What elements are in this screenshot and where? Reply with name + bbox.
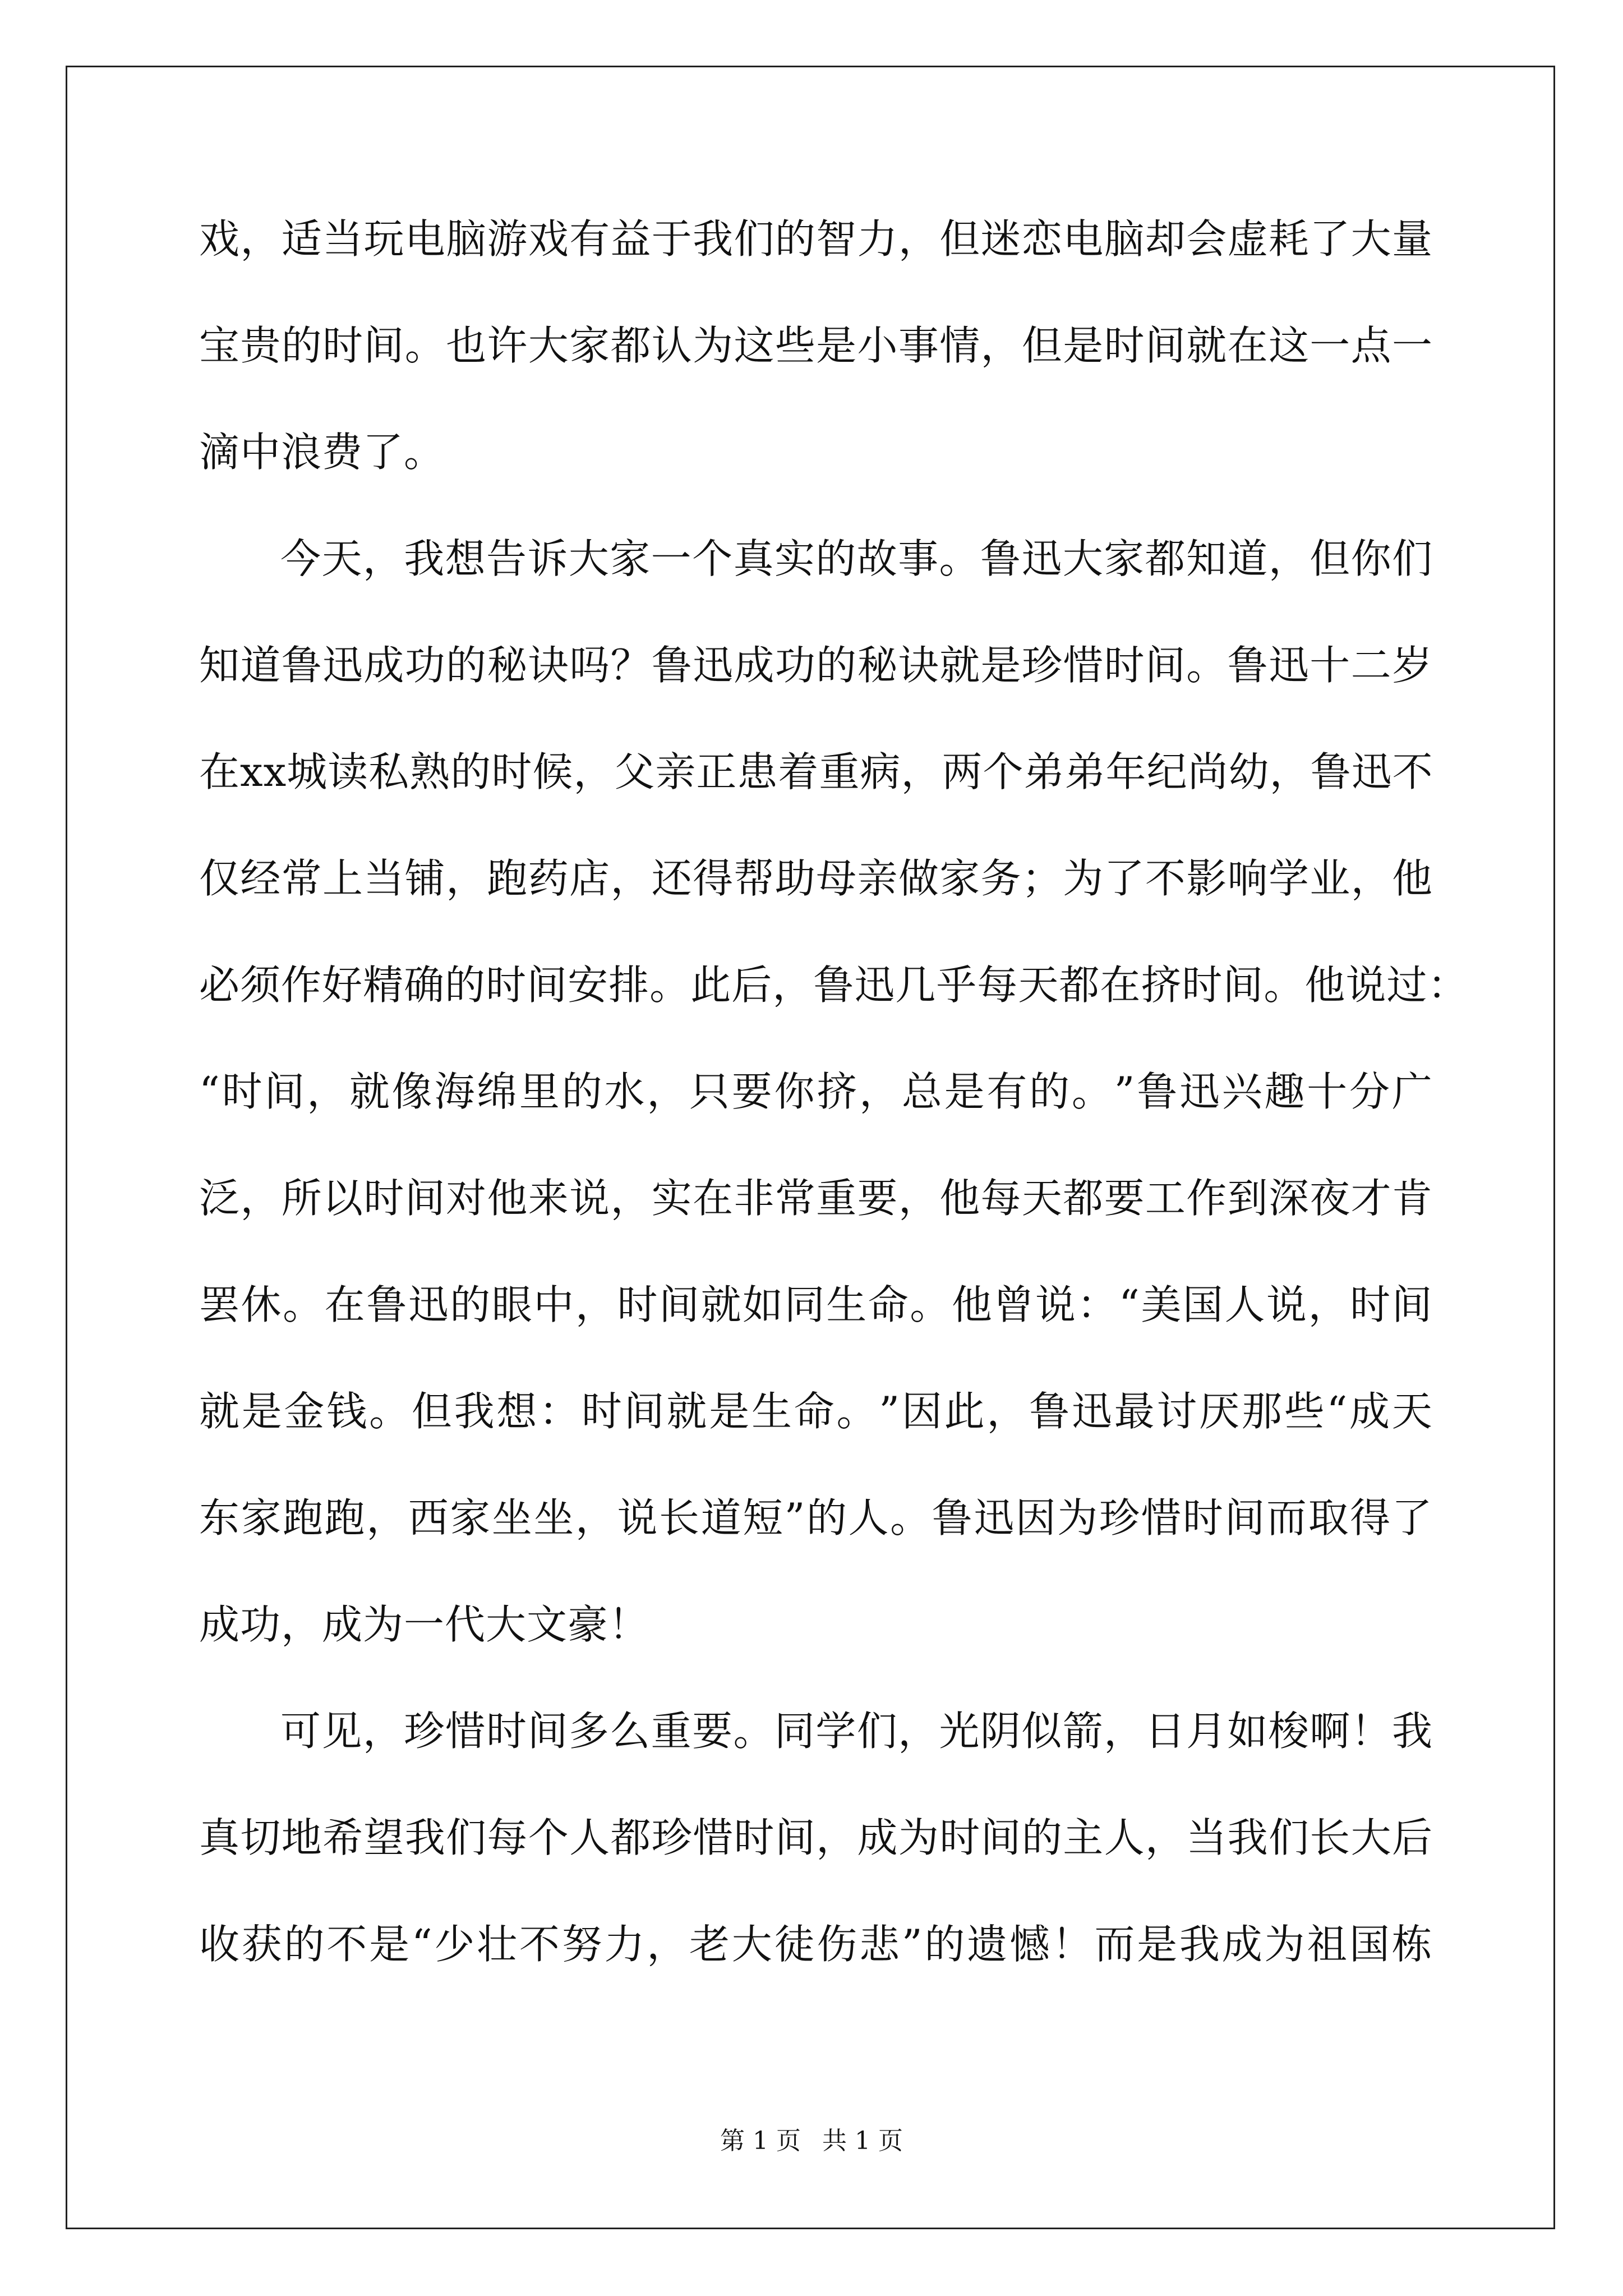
paragraph xyxy=(199,535,1469,1711)
paragraph xyxy=(199,215,1433,539)
text-line: 罢 休 。 在 鲁 迅 的 眼 中 ， 时 间 就 如 同 生 命 。 他 曾 说 ： “ 美 国 人 说 ， 时 间 xyxy=(199,1281,1433,1328)
text-line: 滴中浪费了。 xyxy=(199,429,445,476)
text-line: 泛 ， 所 以 时 间 对 他 来 说 ， 实 在 非 常 重 要 ， 他 每 天 都 要 工 作 到 深 夜 才 肯 xyxy=(199,1175,1433,1222)
text-line: 东 家 跑 跑 ， 西 家 坐 坐 ， 说 长 道 短 ” 的 人 。 鲁 迅 因 为 珍 惜 时 间 而 取 得 了 xyxy=(199,1494,1433,1542)
text-line: 可 见 ， 珍 惜 时 间 多 么 重 要 。 同 学 们 ， 光 阴 似 箭 ， 日 月 如 梭 啊 ！ 我 xyxy=(280,1708,1433,1755)
paragraph xyxy=(199,1708,1433,2031)
text-line: 收 获 的 不 是 “ 少 壮 不 努 力 ， 老 大 徒 伤 悲 ” 的 遗 憾 ！ 而 是 我 成 为 祖 国 栋 xyxy=(199,1921,1433,1968)
page-number-current: 第 1 页 xyxy=(720,2127,801,2155)
text-line: 仅 经 常 上 当 铺 ， 跑 药 店 ， 还 得 帮 助 母 亲 做 家 务 ； 为 了 不 影 响 学 业 ， 他 xyxy=(199,855,1433,902)
text-line: “ 时 间 ， 就 像 海 绵 里 的 水 ， 只 要 你 挤 ， 总 是 有 的 。 ” 鲁 迅 兴 趣 十 分 广 xyxy=(199,1068,1433,1115)
text-line: 今 天 ， 我 想 告 诉 大 家 一 个 真 实 的 故 事 。 鲁 迅 大 家 都 知 道 ， 但 你 们 xyxy=(280,535,1433,582)
page-number-total: 共 1 页 xyxy=(822,2127,903,2155)
text-line: 宝 贵 的 时 间 。 也 许 大 家 都 认 为 这 些 是 小 事 情 ， 但 是 时 间 就 在 这 一 点 一 xyxy=(199,322,1433,369)
page-footer xyxy=(0,2120,1623,2156)
document-body xyxy=(199,215,1469,2031)
text-line: 在 x x 城 读 私 熟 的 时 候 ， 父 亲 正 患 着 重 病 ， 两 个 弟 弟 年 纪 尚 幼 ， 鲁 迅 不 xyxy=(199,748,1433,795)
text-line: 真 切 地 希 望 我 们 每 个 人 都 珍 惜 时 间 ， 成 为 时 间 的 主 人 ， 当 我 们 长 大 后 xyxy=(199,1814,1433,1861)
text-line: 成功，成为一代大文豪！ xyxy=(199,1601,650,1648)
text-line: 戏 ， 适 当 玩 电 脑 游 戏 有 益 于 我 们 的 智 力 ， 但 迷 恋 电 脑 却 会 虚 耗 了 大 量 xyxy=(199,215,1433,263)
text-line: 就 是 金 钱 。 但 我 想 ： 时 间 就 是 生 命 。 ” 因 此 ， 鲁 迅 最 讨 厌 那 些 “ 成 天 xyxy=(199,1388,1433,1435)
text-line: 必 须 作 好 精 确 的 时 间 安 排 。 此 后 ， 鲁 迅 几 乎 每 天 都 在 挤 时 间 。 他 说 过 ： xyxy=(199,961,1469,1009)
text-line: 知 道 鲁 迅 成 功 的 秘 诀 吗 ？ 鲁 迅 成 功 的 秘 诀 就 是 珍 惜 时 间 。 鲁 迅 十 二 岁 xyxy=(199,642,1433,689)
